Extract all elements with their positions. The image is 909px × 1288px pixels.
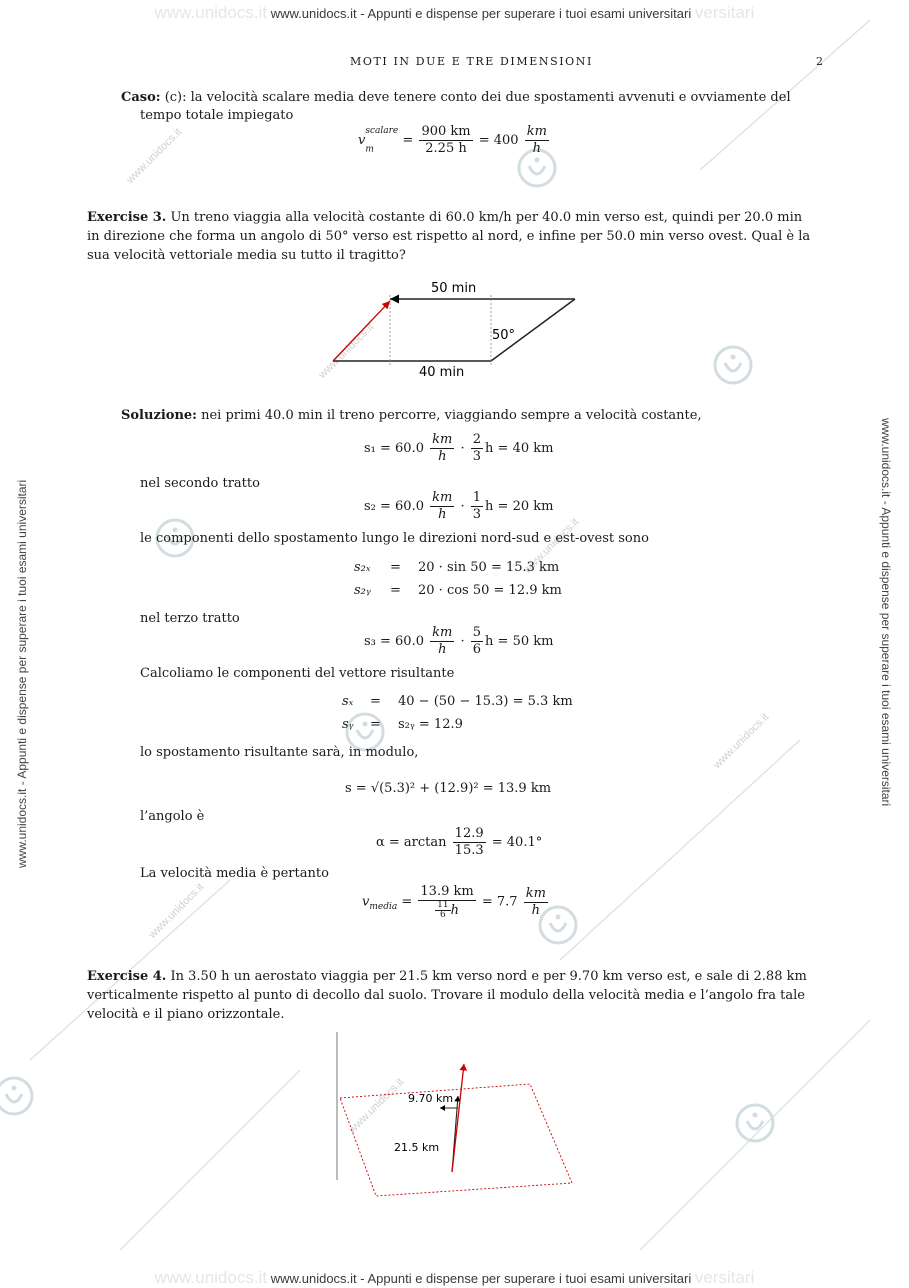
sol-intro-text: nei primi 40.0 min il treno percorre, viaggiando sempre a velocità costante, <box>196 408 702 423</box>
equation-vm-scalare: $v^{scalare}$ $_m$ = $\frac{900 km}{2.25 h}$ = 400 $\frac{km}{h}$ <box>358 124 547 156</box>
eq-lhs: s₂ᵧ <box>354 583 371 598</box>
ex3-trajectory-diagram <box>325 275 585 385</box>
caso-paragraph <box>121 90 791 105</box>
ex4-balloon-diagram <box>330 1030 580 1202</box>
page-number: 2 <box>816 55 825 68</box>
eq-unit-num: km <box>432 490 453 505</box>
eq-unit-fraction <box>430 490 454 523</box>
label-north-distance: 21.5 km <box>394 1141 440 1154</box>
eq-fraction <box>419 124 472 157</box>
watermark-ghost-left: www.unidocs.it <box>154 3 268 22</box>
watermark-diagonal-text: www.unidocs.it <box>316 321 377 381</box>
eq-lhs: sᵧ <box>342 717 354 732</box>
watermark-diagonal-text: www.unidocs.it <box>346 1076 407 1136</box>
eq-unit-fraction <box>525 124 549 157</box>
eq-subscript: m <box>365 144 374 155</box>
sol-label: Soluzione: <box>121 408 197 423</box>
label-angle-50: 50° <box>492 328 516 343</box>
watermark-ghost-right: versitari <box>694 3 755 22</box>
eq-rhs: h = 50 km <box>485 634 554 649</box>
eq-unit-num: km <box>525 885 546 901</box>
resultant-vector <box>452 1064 464 1172</box>
sol-text-4: nel terzo tratto <box>140 611 240 626</box>
eq-fraction <box>471 432 483 465</box>
ex3-line1 <box>87 210 802 225</box>
eq-lhs: α = arctan <box>376 835 447 850</box>
eq-unit-den: h <box>438 449 447 464</box>
eq-numerator: 1 <box>472 490 482 505</box>
label-40min: 40 min <box>419 365 465 380</box>
sol-text-8: La velocità media è pertanto <box>140 866 329 881</box>
watermark-logo-icon <box>0 1076 34 1116</box>
eq-superscript: scalare <box>365 126 399 137</box>
equation-angle <box>376 826 542 859</box>
result-sx <box>342 694 573 709</box>
eq-den-unit: h <box>450 903 459 918</box>
eq-denominator: 3 <box>472 449 482 464</box>
eq-sign: = <box>390 560 401 575</box>
eq-lhs: s₂ = 60.0 <box>364 499 424 514</box>
comp-s2y <box>354 583 562 598</box>
eq-lhs: s₂ₓ <box>354 560 371 575</box>
ex3-line3: sua velocità vettoriale media su tutto il tragitto? <box>87 248 406 263</box>
label-east-distance: 9.70 km <box>408 1092 454 1105</box>
equation-vmedia: $v_{media}$ = 13.9 km $\frac{11}{6}$ h = 7.7 $\frac{km}{h}$ <box>362 884 546 920</box>
eq-unit-num: km <box>526 124 547 139</box>
eq-sub-den: 6 <box>440 910 446 920</box>
ex3-label: Exercise 3. <box>87 210 167 225</box>
eq-numerator: 900 km <box>421 124 471 139</box>
equation-s3: s₃ = 60.0 $\frac{km}{h}$ · $\frac{5}{6}$ h = 50 km <box>364 625 554 657</box>
result-sy <box>342 717 463 732</box>
eq-rhs: = 40.1° <box>491 835 543 850</box>
eq-result: = 400 <box>478 133 519 148</box>
sol-text-5: Calcoliamo le componenti del vettore risultante <box>140 666 455 681</box>
ex3-text: Un treno viaggia alla velocità costante di 60.0 km/h per 40.0 min verso est, quindi per 20.0 min <box>170 210 803 225</box>
watermark-banner-text: www.unidocs.it - Appunti e dispense per superare i tuoi esami universitari <box>270 1271 692 1286</box>
eq-numerator: 5 <box>472 625 482 640</box>
watermark-side-right: www.unidocs.it - Appunti e dispense per superare i tuoi esami universitari <box>879 418 893 807</box>
eq-denominator: 2.25 h <box>425 141 467 156</box>
eq-sign: = <box>370 694 381 709</box>
watermark-diagonal-text: www.unidocs.it <box>711 711 772 771</box>
sol-text-7: l’angolo è <box>140 809 205 824</box>
eq-result: = 7.7 <box>481 894 518 910</box>
eq-rhs: 20 · cos 50 = 12.9 km <box>418 583 562 598</box>
watermark-ghost-left: www.unidocs.it <box>154 1268 268 1287</box>
comp-s2x <box>354 560 559 575</box>
eq-unit-fraction <box>430 625 454 658</box>
eq-rhs: s₂ᵧ = 12.9 <box>398 717 463 732</box>
eq-symbol: v <box>358 133 366 148</box>
sol-text-3: le componenti dello spostamento lungo le direzioni nord-sud e est-ovest sono <box>140 531 649 546</box>
watermark-banner-text: www.unidocs.it - Appunti e dispense per superare i tuoi esami universitari <box>270 6 692 21</box>
watermark-logo-icon <box>735 1103 775 1143</box>
watermark-diagonal-text: www.unidocs.it <box>521 516 582 576</box>
eq-unit-den: h <box>532 141 542 156</box>
equation-s1: s₁ = 60.0 $\frac{km}{h}$ · $\frac{2}{3}$ h = 40 km <box>364 432 554 464</box>
eq-denominator <box>418 901 475 920</box>
eq-numerator: 12.9 <box>454 826 484 841</box>
eq-unit-num: km <box>432 432 453 447</box>
ex3-line2: in direzione che forma un angolo di 50° verso est rispetto al nord, e infine per 50.0 min verso ovest. Qual è la <box>87 229 811 244</box>
ex4-text: In 3.50 h un aerostato viaggia per 21.5 km verso nord e per 9.70 km verso est, e sale di 2.88 km <box>170 969 807 984</box>
equation-s2: s₂ = 60.0 $\frac{km}{h}$ · $\frac{1}{3}$ h = 20 km <box>364 490 554 522</box>
sol-text-6: lo spostamento risultante sarà, in modulo, <box>140 745 419 760</box>
eq-unit-num: km <box>432 625 453 640</box>
running-header-title: MOTI IN DUE E TRE DIMENSIONI <box>350 55 593 68</box>
eq-rhs: 20 · sin 50 = 15.3 km <box>418 560 560 575</box>
eq-rhs: h = 40 km <box>485 441 554 456</box>
watermark-logo-icon <box>713 345 753 385</box>
sol-intro <box>121 408 702 423</box>
eq-unit-den: h <box>438 642 447 657</box>
eq-denominator: 6 <box>472 642 482 657</box>
eq-symbol: v <box>362 894 370 910</box>
eq-lhs: sₓ <box>342 694 354 709</box>
eq-denominator: 15.3 <box>454 843 484 858</box>
ex4-line2: verticalmente rispetto al punto di decollo dal suolo. Trovare il modulo della velocità media e l’angolo fra tale <box>87 988 805 1003</box>
eq-lhs: s₃ = 60.0 <box>364 634 424 649</box>
eq-sign: = <box>370 717 381 732</box>
eq-sign: = <box>390 583 401 598</box>
watermark-ghost-right: versitari <box>694 1268 755 1287</box>
watermark-diagonal-text: www.unidocs.it <box>146 881 207 941</box>
eq-unit-fraction <box>524 886 548 919</box>
eq-unit-den: h <box>531 902 540 918</box>
eq-fraction <box>418 884 475 920</box>
eq-sub-num: 11 <box>437 900 449 910</box>
watermark-diagonal-text: www.unidocs.it <box>124 126 185 186</box>
label-50min: 50 min <box>431 281 477 296</box>
resultant-arrow <box>333 301 390 361</box>
eq-numerator: 13.9 km <box>420 884 474 899</box>
caso-text-line2: tempo totale impiegato <box>140 108 294 123</box>
eq-fraction <box>471 490 483 523</box>
eq-unit-den: h <box>438 507 447 522</box>
eq-lhs: s₁ = 60.0 <box>364 441 424 456</box>
eq-rhs: h = 20 km <box>485 499 554 514</box>
caso-text: (c): la velocità scalare media deve tenere conto dei due spostamenti avvenuti e ovviamente del <box>160 90 791 105</box>
equation-modulus: s = √(5.3)² + (12.9)² = 13.9 km <box>345 781 552 796</box>
eq-fraction <box>471 625 483 658</box>
caso-label: Caso: <box>121 90 161 105</box>
eq-denominator: 3 <box>472 507 482 522</box>
sol-text-2: nel secondo tratto <box>140 476 260 491</box>
watermark-side-left: www.unidocs.it - Appunti e dispense per superare i tuoi esami universitari <box>15 479 29 868</box>
ex4-line1 <box>87 969 807 984</box>
ex4-label: Exercise 4. <box>87 969 167 984</box>
eq-subscript: media <box>369 902 398 913</box>
eq-unit-fraction <box>430 432 454 465</box>
eq-rhs: 40 − (50 − 15.3) = 5.3 km <box>398 694 573 709</box>
ex4-line3: velocità e il piano orizzontale. <box>87 1007 285 1022</box>
eq-sub-fraction <box>435 901 450 920</box>
eq-numerator: 2 <box>472 432 482 447</box>
eq-fraction <box>453 826 486 859</box>
